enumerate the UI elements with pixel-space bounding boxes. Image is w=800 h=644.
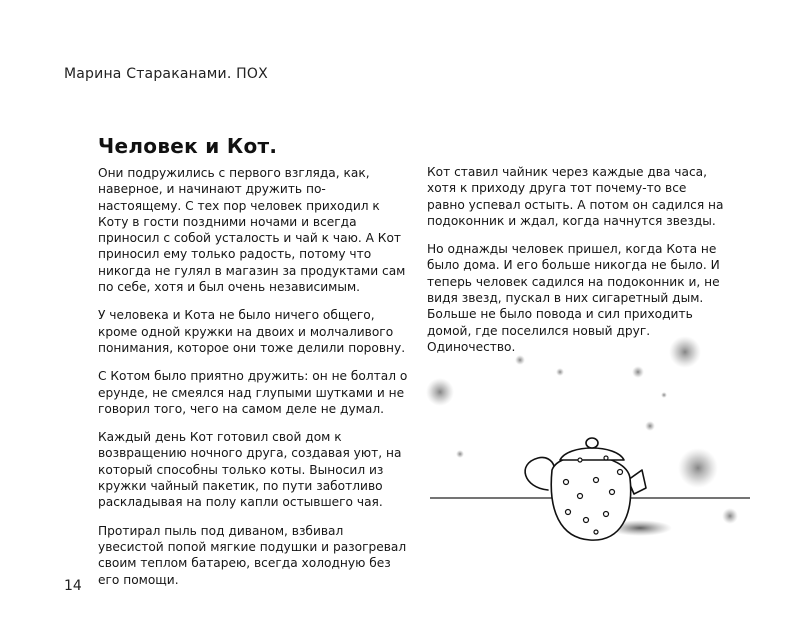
star: [632, 366, 644, 378]
teapot-dot: [604, 512, 609, 517]
paragraph: Каждый день Кот готовил свой дом к возвращению ночного друга, создавая уют, на который способны только коты. Выносил из кружки чайный пакетик, по пути заботливо раскладывая на полу капли остывшего чая.: [98, 430, 402, 510]
teapot-knob: [586, 438, 598, 448]
paragraph: У человека и Кота не было ничего общего, кроме одной кружки на двоих и молчаливого понимания, которое они тоже делили поровну.: [98, 308, 406, 355]
star: [645, 421, 655, 431]
paragraph: Они подружились с первого взгляда, как, наверное, и начинают дружить по-настоящему. С тех пор человек приходил к Коту в гости поздними ночами и всегда приносил с собой усталость и чай к чаю. А Кот приносил ему только радость, потому что никогда не гулял в магазин за продуктами сам по себе, хотя и был очень независимым.: [98, 166, 406, 295]
teapot-handle: [525, 457, 554, 490]
teapot-lid: [560, 448, 624, 460]
left-column: [98, 165, 408, 600]
star: [456, 450, 464, 458]
paragraph: Но однажды человек пришел, когда Кота не было дома. И его больше никогда не было. И теперь человек садился на подоконник и, не видя звезд, пускал в них сигаретный дым. Больше не было повода и сил приходить домой, где поселился новый друг. Одиночество.: [427, 242, 720, 354]
star: [669, 336, 701, 368]
running-header: Марина Стараканами. ПОХ: [64, 66, 268, 82]
teapot-icon: [420, 320, 760, 560]
chapter-title: Человек и Кот.: [98, 134, 278, 158]
teapot-dot: [610, 490, 615, 495]
star: [556, 368, 564, 376]
star: [661, 392, 667, 398]
teapot-dot: [578, 494, 583, 499]
star: [678, 448, 718, 488]
paragraph: Протирал пыль под диваном, взбивал увесистой попой мягкие подушки и разогревал своим теплом батарею, всегда холодную без его помощи.: [98, 523, 407, 587]
teapot-dot: [564, 480, 569, 485]
star: [722, 508, 738, 524]
teapot-dot: [566, 510, 571, 515]
teapot-dot: [604, 456, 608, 460]
paragraph: Кот ставил чайник через каждые два часа, хотя к приходу друга тот почему-то все равно успевал остыть. А потом он садился на подоконник и ждал, когда начнутся звезды.: [427, 165, 724, 228]
star: [515, 355, 525, 365]
teapot-dot: [594, 478, 599, 483]
star: [426, 378, 454, 406]
teapot-body: [551, 456, 630, 540]
page-number: 14: [64, 578, 82, 594]
teapot-dot: [584, 518, 589, 523]
paragraph: С Котом было приятно дружить: он не болтал о ерунде, не смеялся над глупыми шутками и не говорил того, чего на самом деле не думал.: [98, 369, 408, 416]
teapot-dot: [578, 458, 582, 462]
teapot-dot: [594, 530, 598, 534]
teapot-dot: [618, 470, 623, 475]
